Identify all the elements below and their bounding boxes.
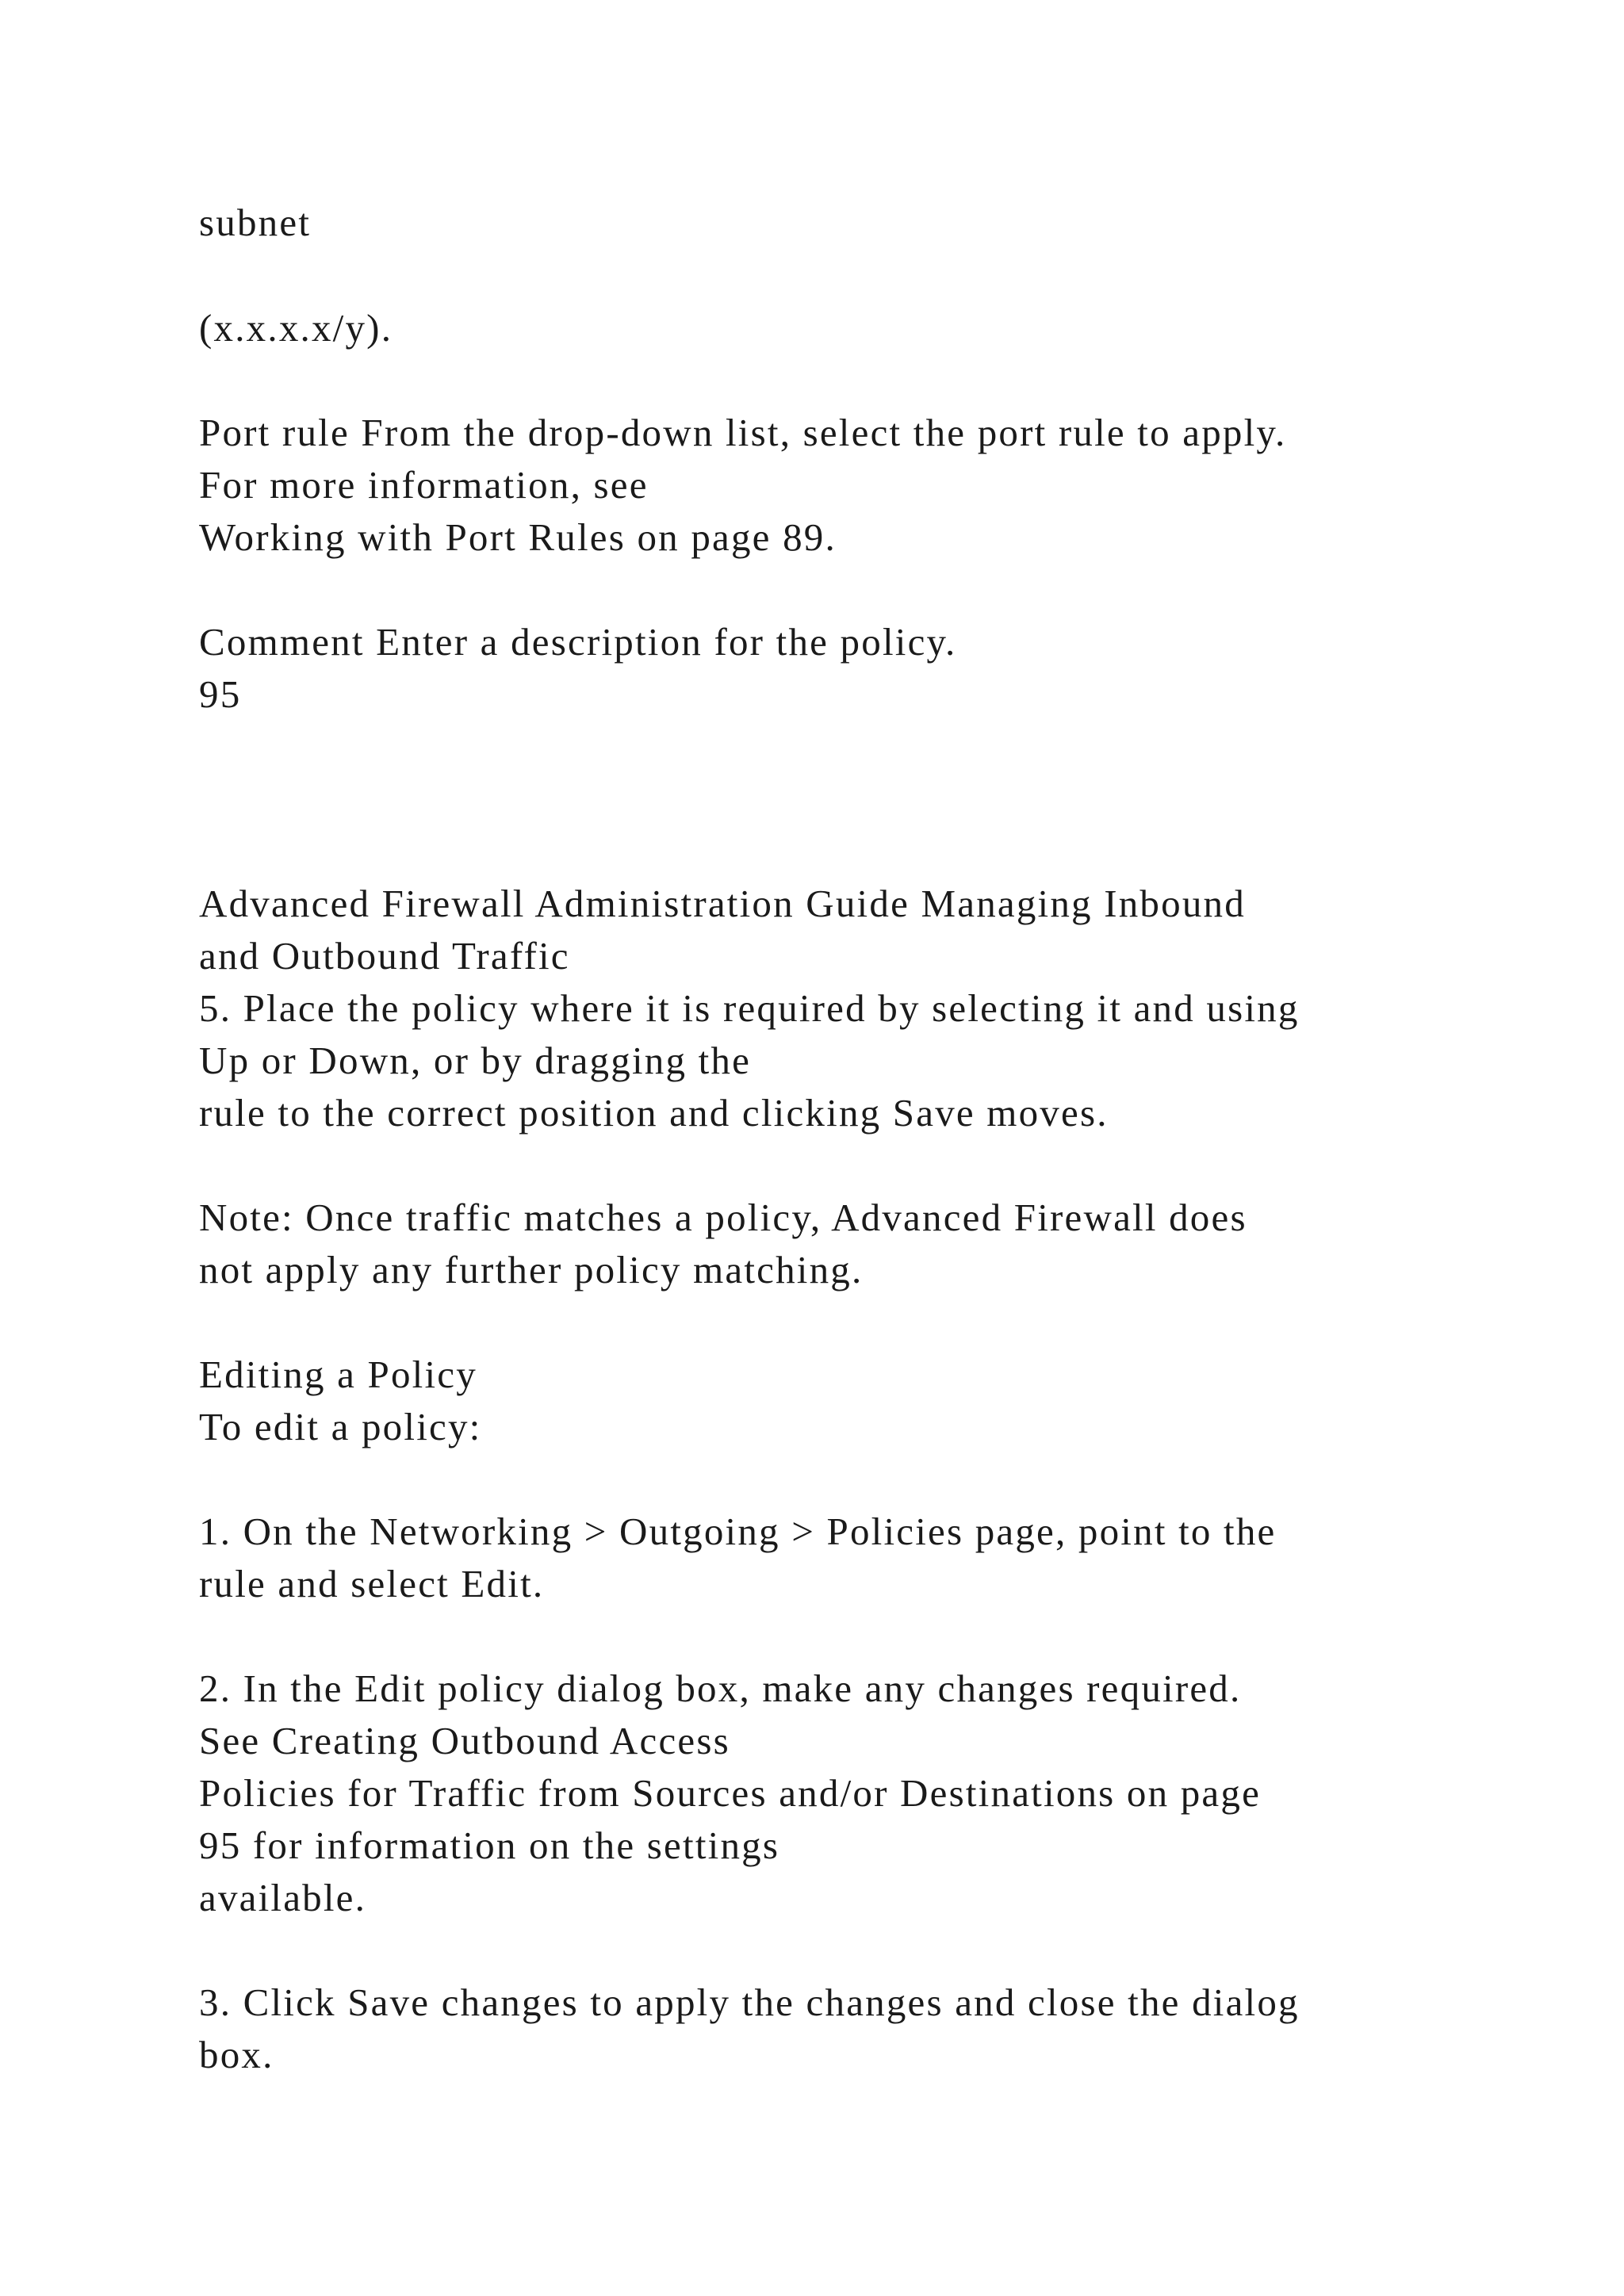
text-line: subnet bbox=[199, 201, 312, 244]
running-header: and Outbound Traffic bbox=[199, 934, 570, 978]
text-line: 5. Place the policy where it is required by selecting it and using bbox=[199, 986, 1300, 1030]
text-line: box. bbox=[199, 2033, 274, 2076]
text-line: Policies for Traffic from Sources and/or Destinations on page bbox=[199, 1771, 1262, 1815]
text-line: Comment Enter a description for the policy. bbox=[199, 620, 957, 664]
text-line: 1. On the Networking > Outgoing > Policies page, point to the bbox=[199, 1510, 1277, 1553]
text-line: For more information, see bbox=[199, 463, 649, 507]
text-line: 3. Click Save changes to apply the changes and close the dialog bbox=[199, 1980, 1300, 2024]
page-number: 95 bbox=[199, 672, 242, 716]
note-line: not apply any further policy matching. bbox=[199, 1248, 864, 1292]
text-line: Port rule From the drop-down list, select the port rule to apply. bbox=[199, 411, 1287, 454]
running-header: Advanced Firewall Administration Guide Managing Inbound bbox=[199, 882, 1246, 925]
text-line: available. bbox=[199, 1876, 367, 1919]
section-heading: Editing a Policy bbox=[199, 1353, 477, 1396]
text-line: Up or Down, or by dragging the bbox=[199, 1039, 752, 1082]
text-line: To edit a policy: bbox=[199, 1405, 482, 1448]
text-line: rule and select Edit. bbox=[199, 1562, 545, 1605]
text-line: Working with Port Rules on page 89. bbox=[199, 515, 837, 559]
text-line: rule to the correct position and clicking Save moves. bbox=[199, 1091, 1109, 1135]
text-line: 2. In the Edit policy dialog box, make any changes required. bbox=[199, 1667, 1242, 1710]
note-line: Note: Once traffic matches a policy, Advanced Firewall does bbox=[199, 1196, 1247, 1239]
text-line: (x.x.x.x/y). bbox=[199, 306, 393, 350]
text-line: See Creating Outbound Access bbox=[199, 1719, 730, 1762]
text-line: 95 for information on the settings bbox=[199, 1823, 780, 1867]
